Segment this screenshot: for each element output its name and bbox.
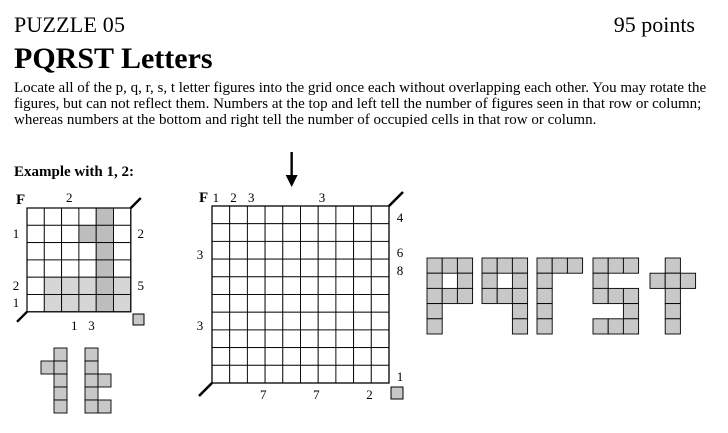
figure-cell xyxy=(427,258,442,273)
figure-cell xyxy=(623,288,638,303)
figure-cell xyxy=(608,288,623,303)
example-right-clue: 2 xyxy=(137,225,145,241)
figure-cell xyxy=(593,258,608,273)
puzzle-bottom-clue: 7 xyxy=(313,387,320,402)
puzzle-corner-label: F xyxy=(199,190,209,206)
puzzle-right-clue: 6 xyxy=(396,245,404,261)
puzzle-top-clue: 1 xyxy=(212,190,220,205)
figure-cell xyxy=(537,319,552,334)
figure-cell xyxy=(482,258,497,273)
figure-cell xyxy=(512,288,527,303)
figure-cell xyxy=(442,258,457,273)
figure-cell xyxy=(665,258,680,273)
example-right-clue: 5 xyxy=(137,277,145,293)
figure-cell xyxy=(512,319,527,334)
figure-cell xyxy=(537,304,552,319)
puzzle-top-clue: 3 xyxy=(248,190,255,205)
example-corner-label: F xyxy=(16,192,26,208)
puzzle-bottom-clue: 2 xyxy=(366,387,373,402)
figure-cell xyxy=(623,258,638,273)
puzzle-left-clue: 3 xyxy=(196,247,204,263)
figure-cell xyxy=(427,273,442,288)
figure-cell xyxy=(512,304,527,319)
figure-cell xyxy=(680,273,695,288)
figure-cell xyxy=(427,319,442,334)
figure-cell xyxy=(512,258,527,273)
puzzle-right-clue: 1 xyxy=(396,369,404,385)
figure-cell xyxy=(537,273,552,288)
figure-cell xyxy=(567,258,582,273)
figure-cell xyxy=(427,304,442,319)
figure-cell xyxy=(593,273,608,288)
figure-cell xyxy=(512,273,527,288)
figure-cell xyxy=(552,258,567,273)
points-value: 95 points xyxy=(613,12,695,37)
page-title: PQRST Letters xyxy=(14,42,213,75)
figure-cell xyxy=(665,319,680,334)
example-heading: Example with 1, 2: xyxy=(14,164,134,180)
figure-cell xyxy=(665,288,680,303)
example-bottom-clue: 1 xyxy=(71,317,78,333)
figure-cell xyxy=(665,304,680,319)
letter-figure-p xyxy=(427,258,473,334)
figure-cell xyxy=(593,319,608,334)
letter-figure-r xyxy=(537,258,583,334)
puzzle-top-clue: 3 xyxy=(318,190,326,205)
example-left-clue: 2 xyxy=(12,277,20,293)
letter-figure-t xyxy=(650,258,696,334)
figure-cell xyxy=(427,288,442,303)
figure-cell xyxy=(537,288,552,303)
figure-cell xyxy=(608,319,623,334)
letter-figure-s xyxy=(593,258,639,334)
letter-figure-q xyxy=(482,258,528,334)
figure-cell xyxy=(457,258,472,273)
puzzle-top-clue: 2 xyxy=(230,190,237,205)
example-bottom-clue: 3 xyxy=(88,317,95,333)
figure-cell xyxy=(593,288,608,303)
figure-cell xyxy=(442,288,457,303)
puzzle-bottom-clue: 7 xyxy=(260,387,267,402)
rules-text: Locate all of the p, q, r, s, t letter figures into the grid once each without overlapping each other. You may rotate the figures, but can not reflect them. Numbers at the top and left tell the number of figures seen in that row or column; whereas numbers at the bottom and right tell the number of occupied cells in that row or column. xyxy=(14,80,707,128)
puzzle-number: PUZZLE 05 xyxy=(14,12,126,37)
figure-cell xyxy=(457,273,472,288)
puzzle-left-clue: 3 xyxy=(196,318,204,334)
example-left-clue: 1 xyxy=(12,225,20,241)
figure-cell xyxy=(482,273,497,288)
figure-cell xyxy=(608,258,623,273)
example-top-clue: 2 xyxy=(66,190,73,205)
figure-cell xyxy=(650,273,665,288)
puzzle-right-clue: 8 xyxy=(396,262,404,278)
figure-cell xyxy=(457,288,472,303)
puzzle-right-clue: 4 xyxy=(396,209,404,225)
figure-cell xyxy=(665,273,680,288)
figure-cell xyxy=(482,288,497,303)
figure-cell xyxy=(623,319,638,334)
figure-cell xyxy=(623,304,638,319)
figure-cell xyxy=(537,258,552,273)
figure-cell xyxy=(497,288,512,303)
figure-cell xyxy=(497,258,512,273)
example-left-clue: 1 xyxy=(12,295,20,311)
